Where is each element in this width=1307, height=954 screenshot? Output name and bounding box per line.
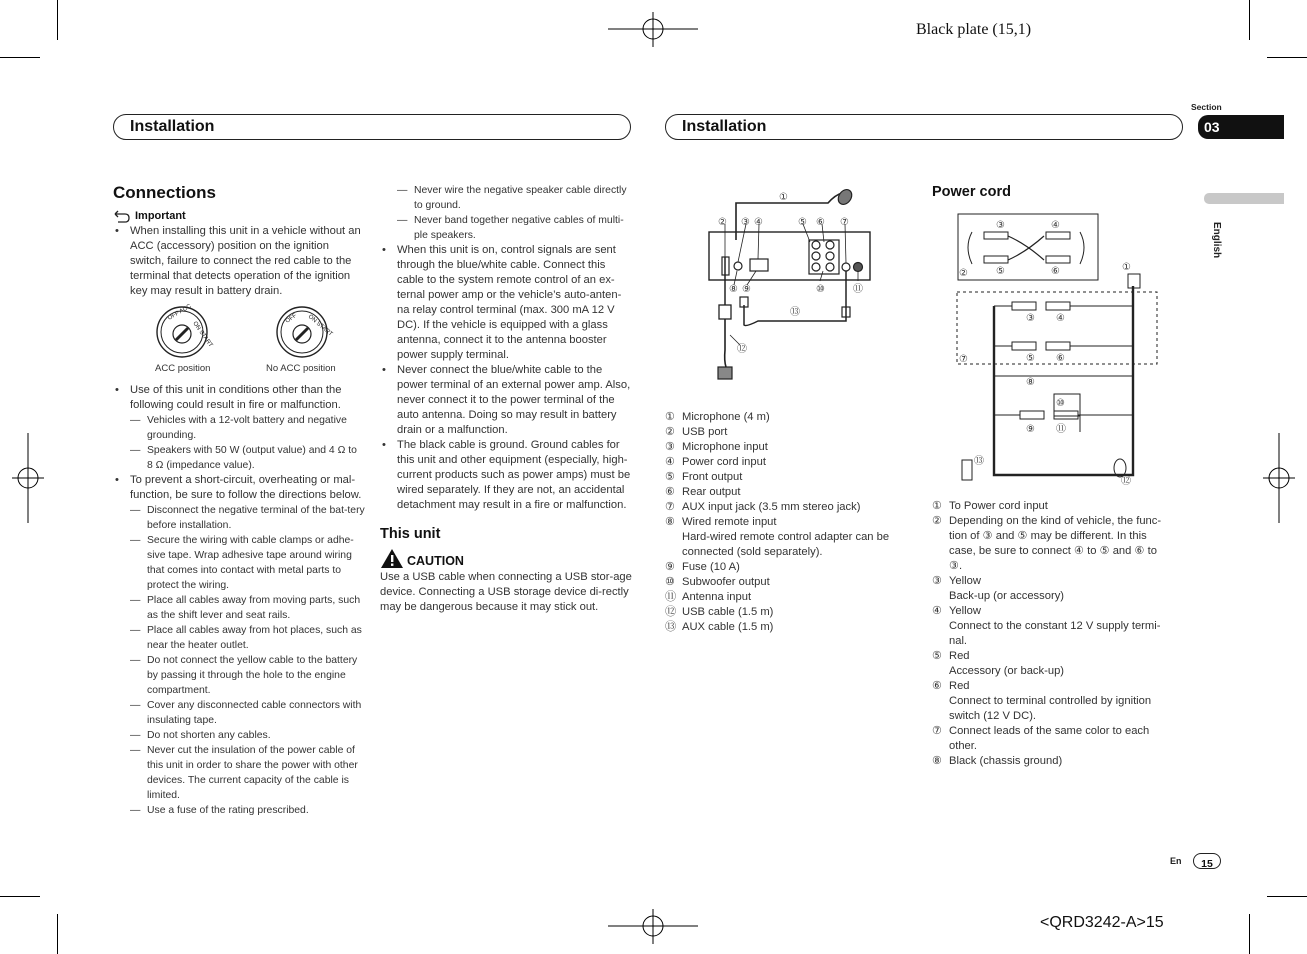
pc-label-13: ⑬ — [974, 456, 984, 467]
legend-item — [932, 754, 1172, 769]
dash-yellow-cable: — Do not connect the yellow cable to the battery by passing it through the hole to the engine compartment. — [113, 653, 365, 698]
footer-lang: En — [1170, 856, 1182, 866]
legend-item — [665, 470, 905, 485]
pc-label-11: ⑪ — [1056, 424, 1066, 435]
acc-caption: ACC position — [155, 363, 211, 374]
legend-item — [932, 604, 1172, 619]
legend-text: Yellow — [949, 575, 981, 587]
legend-text: Connect leads of the same color to each other. — [949, 725, 1150, 752]
diag-label-4: ④ — [754, 217, 763, 228]
svg-text:ON START: ON START — [306, 313, 334, 338]
language-label: English — [1211, 222, 1222, 259]
plate-label: Black plate (15,1) — [916, 21, 1032, 38]
legend-text: Hard-wired remote control adapter can be connected (sold separately). — [682, 531, 890, 558]
legend-number: ② — [932, 515, 943, 527]
diag-label-7: ⑦ — [840, 217, 849, 228]
legend-text: Microphone input — [682, 441, 768, 453]
legend-item — [665, 410, 905, 425]
pc-label-4a: ④ — [1051, 220, 1060, 231]
bullet-conditions: • Use of this unit in conditions other than the following could result in fire or malfunction. — [113, 383, 365, 413]
power-cord-title: Power cord — [932, 184, 1011, 200]
dash-disconnect: — Disconnect the negative terminal of the bat-tery before installation. — [113, 503, 365, 533]
caution-label: CAUTION — [407, 554, 464, 568]
legend-text: Black (chassis ground) — [949, 755, 1063, 767]
legend-number: ④ — [932, 605, 943, 617]
important-note — [113, 209, 365, 224]
dash-fuse: — Use a fuse of the rating prescribed. — [113, 803, 365, 818]
legend-text: AUX input jack (3.5 mm stereo jack) — [682, 501, 861, 513]
legend-item — [665, 530, 905, 560]
dash-secure: — Secure the wiring with cable clamps or adhe-sive tape. Wrap adhesive tape around wiring that comes into contact with metal parts to protect the wiring. — [113, 533, 365, 593]
svg-text:OFF ACC: OFF ACC — [167, 303, 193, 322]
legend-text: Connect to terminal controlled by ignition switch (12 V DC). — [949, 695, 1152, 722]
power-cord-diagram — [950, 210, 1165, 490]
power-cord-legend-list — [932, 499, 1172, 769]
no-acc-ignition-icon — [275, 305, 334, 359]
pc-label-9: ⑨ — [1026, 424, 1035, 435]
important-label: Important — [135, 210, 186, 222]
legend-number: ① — [932, 500, 943, 512]
column-2 — [380, 183, 632, 615]
legend-item — [665, 455, 905, 470]
legend-number: ⑤ — [932, 650, 943, 662]
pc-label-12: ⑫ — [1121, 476, 1131, 487]
legend-text: AUX cable (1.5 m) — [682, 621, 774, 633]
pc-label-10: ⑩ — [1056, 398, 1065, 409]
legend-number: ⑩ — [665, 576, 676, 588]
legend-text: Accessory (or back-up) — [949, 665, 1065, 677]
legend-item — [665, 575, 905, 590]
legend-item — [932, 499, 1172, 514]
column-3-legend — [665, 410, 905, 635]
column-1 — [113, 185, 365, 818]
ignition-figures — [113, 299, 365, 383]
legend-text: USB cable (1.5 m) — [682, 606, 774, 618]
dash-negative-speaker: — Never wire the negative speaker cable directly to ground. — [380, 183, 632, 213]
svg-text:OFF: OFF — [284, 312, 298, 325]
legend-number: ⑧ — [932, 755, 943, 767]
column-4-legend — [932, 499, 1172, 769]
diag-label-9: ⑨ — [742, 284, 751, 295]
legend-item — [932, 514, 1172, 574]
legend-number: ⑦ — [665, 501, 676, 513]
legend-text: To Power cord input — [949, 500, 1048, 512]
document-code: <QRD3242-A>15 — [1040, 914, 1164, 931]
caution-heading — [380, 548, 632, 569]
legend-item — [932, 649, 1172, 664]
legend-item — [665, 560, 905, 575]
legend-item — [932, 664, 1172, 679]
acc-ignition-icon — [155, 303, 214, 359]
connections-title: Connections — [113, 183, 216, 202]
legend-item — [932, 679, 1172, 694]
no-acc-caption: No ACC position — [266, 363, 336, 374]
legend-text: USB port — [682, 426, 728, 438]
legend-number: ① — [665, 411, 676, 423]
legend-number: ② — [665, 426, 676, 438]
section-number-tab — [1198, 115, 1284, 139]
legend-number: ⑤ — [665, 471, 676, 483]
connection-legend-list — [665, 410, 905, 635]
legend-number: ⑫ — [665, 606, 677, 618]
legend-text: Red — [949, 680, 970, 692]
legend-text: Wired remote input — [682, 516, 777, 528]
right-section-header: Installation — [665, 114, 1183, 140]
pc-label-6b: ⑥ — [1056, 353, 1065, 364]
pc-label-7: ⑦ — [959, 354, 968, 365]
legend-item — [665, 515, 905, 530]
pc-label-1: ① — [1122, 262, 1131, 273]
legend-text: Back-up (or accessory) — [949, 590, 1065, 602]
legend-item — [665, 500, 905, 515]
bullet-acc: • When installing this unit in a vehicle without an ACC (accessory) position on the ignition switch, failure to connect the red cable to the terminal that detects operation of the ignition key may result in battery drain. — [113, 224, 365, 299]
legend-text: Front output — [682, 471, 743, 483]
legend-number: ⑥ — [665, 486, 676, 498]
diag-label-5: ⑤ — [798, 217, 807, 228]
legend-item — [932, 574, 1172, 589]
legend-text: Microphone (4 m) — [682, 411, 770, 423]
dash-battery: — Vehicles with a 12-volt battery and negative grounding. — [113, 413, 365, 443]
legend-number: ⑨ — [665, 561, 676, 573]
section-number: 03 — [1204, 119, 1220, 135]
legend-item — [665, 590, 905, 605]
language-tab — [1204, 193, 1284, 204]
diag-label-6: ⑥ — [816, 217, 825, 228]
section-label: Section — [1191, 102, 1222, 112]
diag-label-12: ⑫ — [737, 344, 747, 355]
legend-item — [932, 589, 1172, 604]
diag-label-11: ⑪ — [853, 284, 863, 295]
column-4 — [932, 185, 1172, 200]
svg-text:ON START: ON START — [191, 320, 214, 349]
legend-item — [665, 620, 905, 635]
dash-speakers: — Speakers with 50 W (output value) and 4 Ω to 8 Ω (impedance value). — [113, 443, 365, 473]
legend-text: Connect to the constant 12 V supply termi-nal. — [949, 620, 1161, 647]
legend-text: Rear output — [682, 486, 741, 498]
legend-text: Depending on the kind of vehicle, the func-tion of ③ and ⑤ may be different. In this case, be sure to connect ④ to ⑤ and ⑥ to ③. — [949, 515, 1162, 572]
bullet-short-circuit: • To prevent a short-circuit, overheating or mal-function, be sure to follow the directions below. — [113, 473, 365, 503]
pc-label-8: ⑧ — [1026, 377, 1035, 388]
pc-label-4b: ④ — [1056, 313, 1065, 324]
diag-label-13: ⑬ — [790, 307, 800, 318]
legend-item — [665, 425, 905, 440]
pc-label-3a: ③ — [996, 220, 1005, 231]
left-section-header: Installation — [113, 114, 631, 140]
legend-number: ③ — [932, 575, 943, 587]
dash-hot-places: — Place all cables away from hot places, such as near the heater outlet. — [113, 623, 365, 653]
page-number-badge — [1193, 853, 1221, 869]
pc-label-6a: ⑥ — [1051, 266, 1060, 277]
important-note-icon — [113, 210, 131, 224]
legend-number: ⑥ — [932, 680, 943, 692]
warning-icon — [380, 548, 404, 569]
legend-text: Fuse (10 A) — [682, 561, 740, 573]
legend-text: Antenna input — [682, 591, 752, 603]
legend-text: Subwoofer output — [682, 576, 770, 588]
legend-number: ③ — [665, 441, 676, 453]
legend-item — [665, 485, 905, 500]
pc-label-2: ② — [959, 268, 968, 279]
bullet-blue-white: • When this unit is on, control signals are sent through the blue/white cable. Connect this cable to the system remote control of an ex-ternal power amp or the vehicle’s auto-anten-na relay control terminal (max. 300 mA 12 V DC). If the vehicle is equipped with a glass antenna, connect it to the antenna booster power supply terminal. — [380, 243, 632, 363]
diag-label-1: ① — [779, 192, 788, 203]
pc-label-5a: ⑤ — [996, 266, 1005, 277]
legend-number: ④ — [665, 456, 676, 468]
pc-label-5b: ⑤ — [1026, 353, 1035, 364]
diag-label-3: ③ — [741, 217, 750, 228]
legend-item — [932, 724, 1172, 754]
dash-cover: — Cover any disconnected cable connectors with insulating tape. — [113, 698, 365, 728]
legend-number: ⑬ — [665, 621, 677, 633]
caution-text: Use a USB cable when connecting a USB stor-age device. Connecting a USB storage device di-rectly may be dangerous because it may stick out. — [380, 571, 632, 613]
legend-number: ⑦ — [932, 725, 943, 737]
bullet-never-connect: • Never connect the blue/white cable to the power terminal of an external power amp. Also, never connect it to the power terminal of the auto antenna. Doing so may result in battery drain or a malfunction. — [380, 363, 632, 438]
legend-text: Power cord input — [682, 456, 766, 468]
legend-number: ⑧ — [665, 516, 676, 528]
legend-number: ⑪ — [665, 591, 677, 603]
legend-item — [932, 694, 1172, 724]
pc-label-3b: ③ — [1026, 313, 1035, 324]
legend-text: Yellow — [949, 605, 981, 617]
bullet-ground: • The black cable is ground. Ground cables for this unit and other equipment (especially, high-current products such as power amps) must be wired separately. If they are not, an accidental detachment may result in a fire or malfunction. — [380, 438, 632, 513]
dash-moving-parts: — Place all cables away from moving parts, such as the shift lever and seat rails. — [113, 593, 365, 623]
diag-label-2: ② — [718, 217, 727, 228]
legend-text: Red — [949, 650, 970, 662]
diag-label-10: ⑩ — [816, 284, 825, 295]
dash-shorten: — Do not shorten any cables. — [113, 728, 365, 743]
unit-connection-diagram — [700, 185, 890, 390]
diag-label-8: ⑧ — [729, 284, 738, 295]
dash-band-together: — Never band together negative cables of multi-ple speakers. — [380, 213, 632, 243]
dash-insulation: — Never cut the insulation of the power cable of this unit in order to share the power with other devices. The current capacity of the cable is limited. — [113, 743, 365, 803]
this-unit-title: This unit — [380, 526, 441, 542]
page-number: 15 — [1201, 858, 1213, 870]
legend-item — [932, 619, 1172, 649]
legend-item — [665, 440, 905, 455]
legend-item — [665, 605, 905, 620]
